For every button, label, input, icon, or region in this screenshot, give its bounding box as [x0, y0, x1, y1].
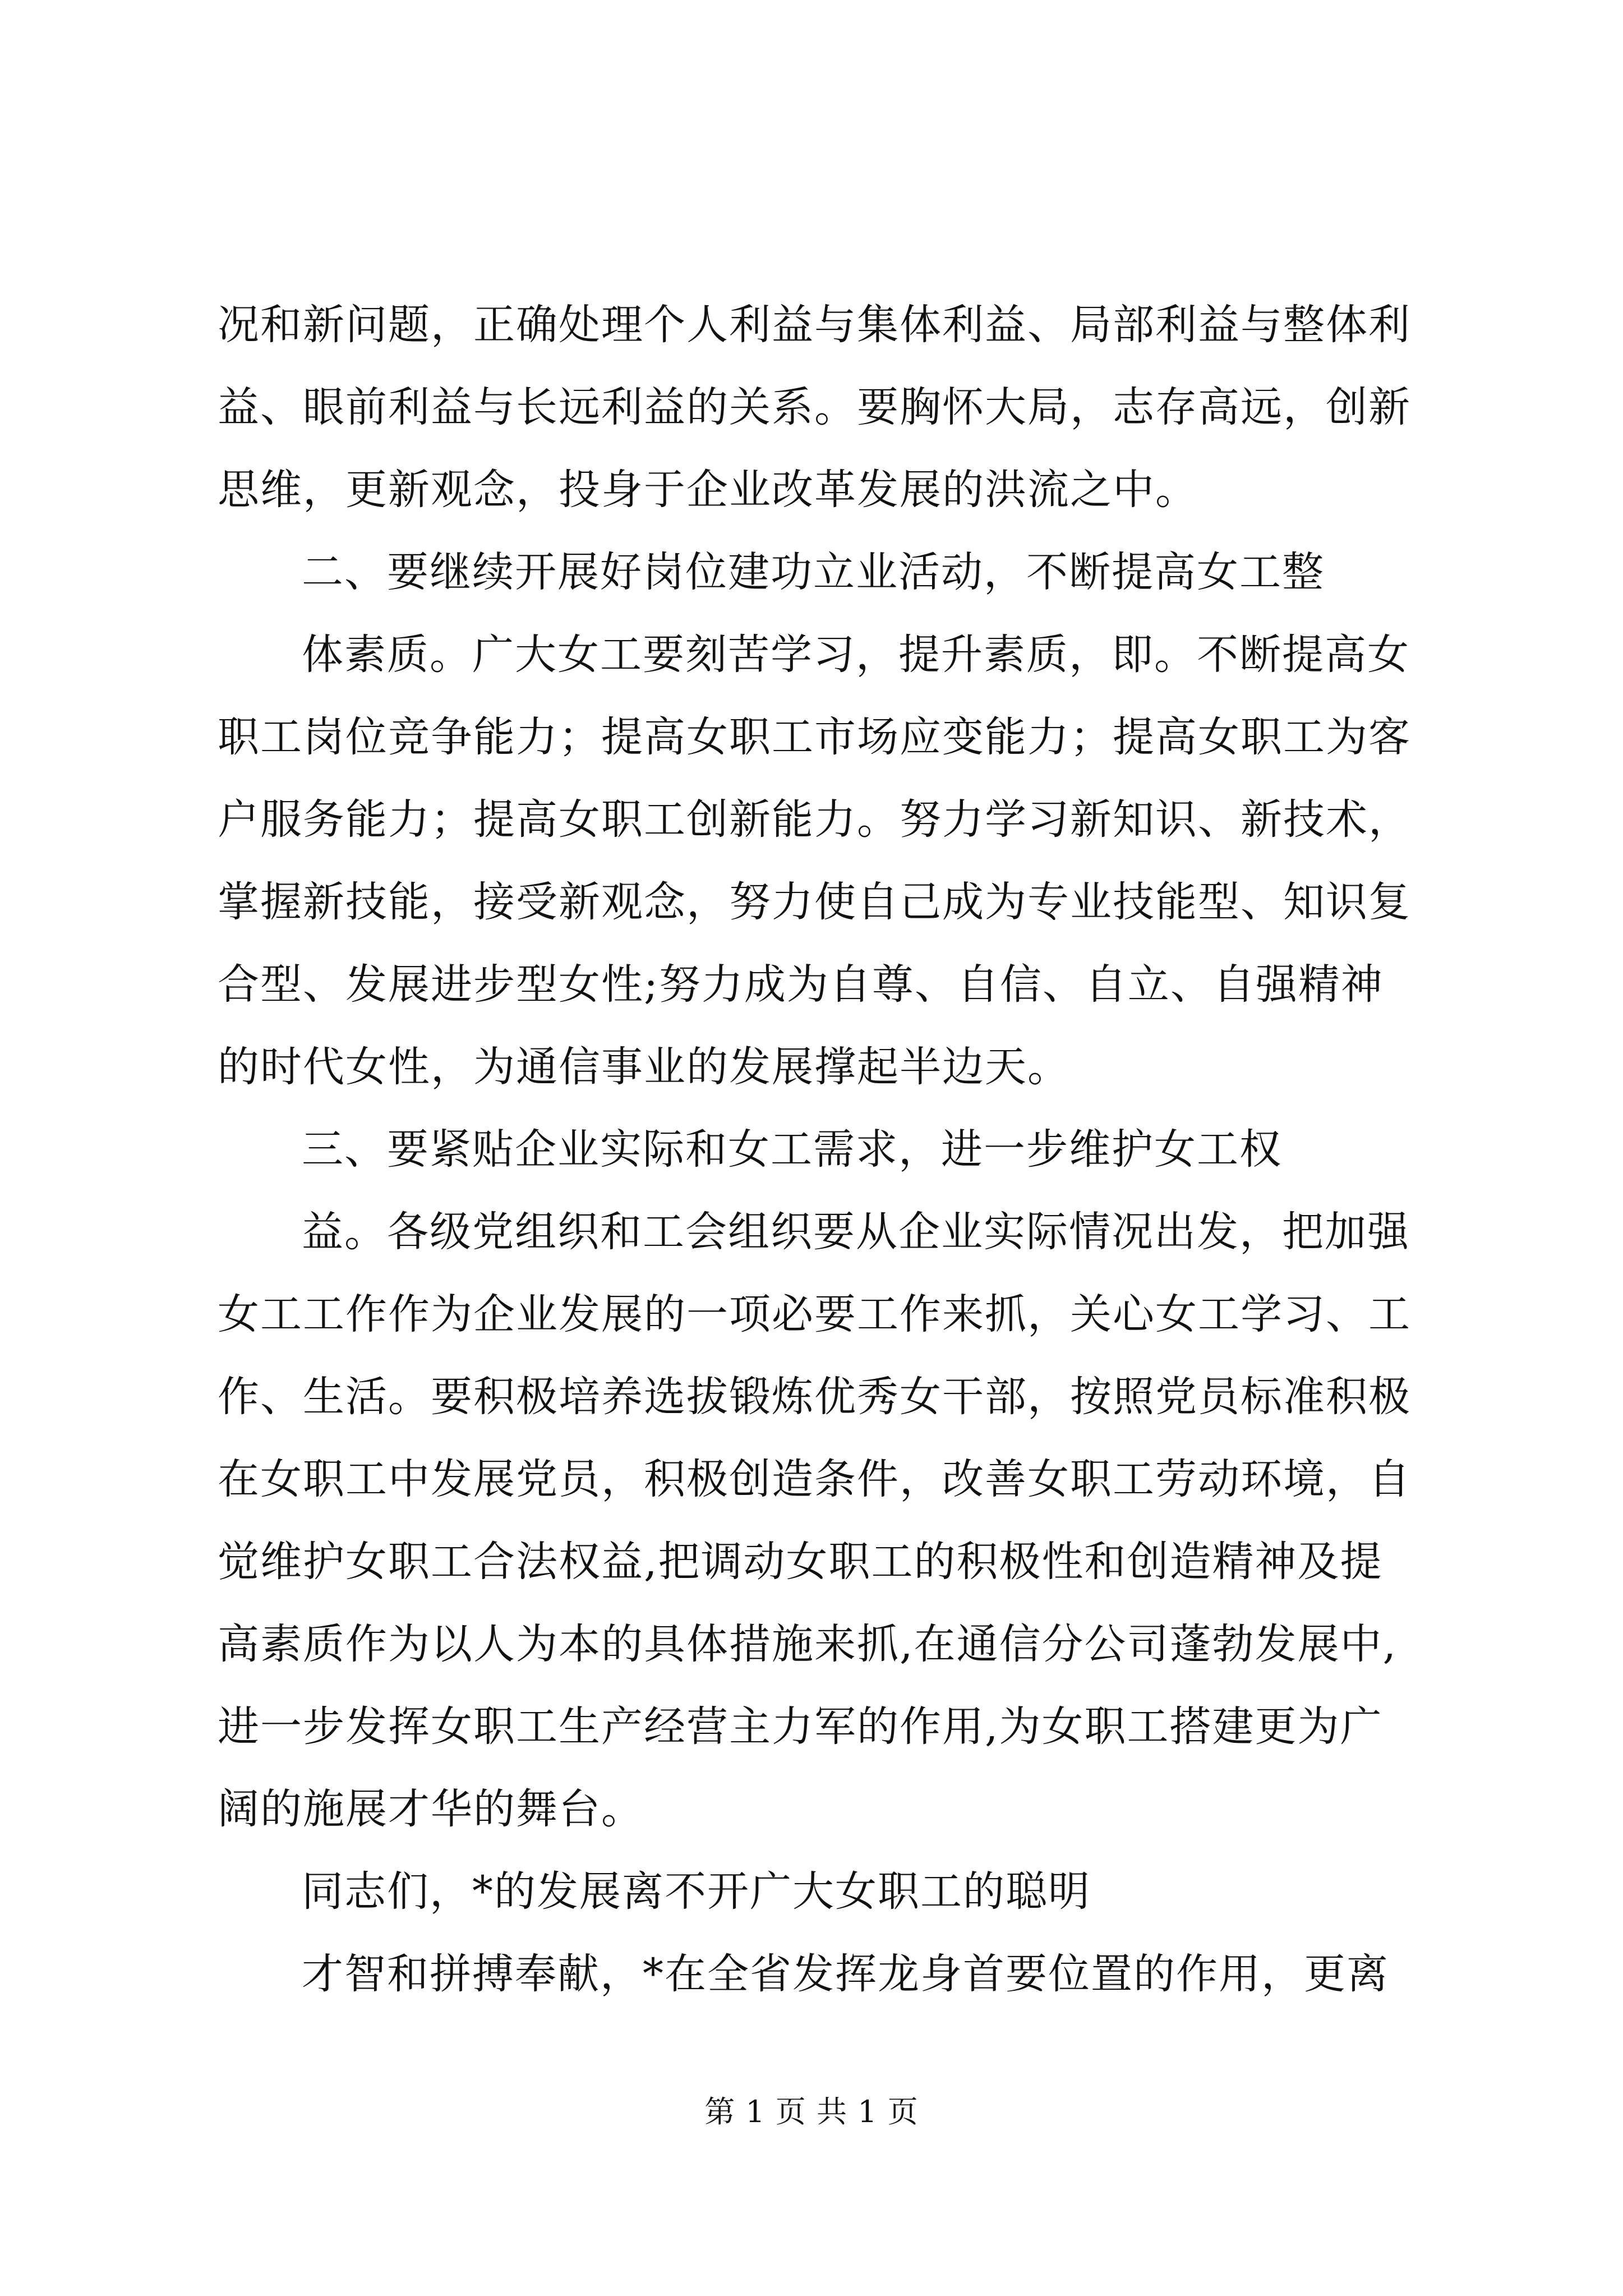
- text-line-9: 合型、发展进步型女性;努力成为自尊、自信、自立、自强精神: [218, 960, 1384, 1009]
- text-line-21: 才智和拼搏奉献，*在全省发挥龙身首要位置的作用，更离: [302, 1950, 1389, 1998]
- text-line-13: 女工工作作为企业发展的一项必要工作来抓，关心女工学习、工: [218, 1290, 1411, 1338]
- text-line-12: 益。各级党组织和工会组织要从企业实际情况出发，把加强: [302, 1208, 1410, 1256]
- text-line-20: 同志们，*的发展离不开广大女职工的聪明: [302, 1867, 1091, 1916]
- page-number-footer: 第 1 页 共 1 页: [704, 2094, 919, 2129]
- text-line-17: 高素质作为以人为本的具体措施来抓,在通信分公司蓬勃发展中,: [218, 1620, 1398, 1668]
- text-line-11: 三、要紧贴企业实际和女工需求，进一步维护女工权: [302, 1125, 1282, 1174]
- text-line-6: 职工岗位竞争能力；提高女职工市场应变能力；提高女职工为客: [218, 713, 1411, 761]
- text-line-10: 的时代女性，为通信事业的发展撑起半边天。: [218, 1043, 1070, 1091]
- text-line-7: 户服务能力；提高女职工创新能力。努力学习新知识、新技术，: [218, 795, 1411, 844]
- text-line-5: 体素质。广大女工要刻苦学习，提升素质，即。不断提高女: [302, 631, 1410, 679]
- text-line-15: 在女职工中发展党员，积极创造条件，改善女职工劳动环境，自: [218, 1455, 1411, 1503]
- text-line-8: 掌握新技能，接受新观念，努力使自己成为专业技能型、知识复: [218, 878, 1411, 926]
- text-line-16: 觉维护女职工合法权益,把调动女职工的积极性和创造精神及提: [218, 1538, 1383, 1586]
- text-line-14: 作、生活。要积极培养选拔锻炼优秀女干部，按照党员标准积极: [218, 1373, 1411, 1421]
- text-line-18: 进一步发挥女职工生产经营主力军的作用,为女职工搭建更为广: [218, 1703, 1383, 1751]
- text-line-2: 益、眼前利益与长远利益的关系。要胸怀大局，志存高远，创新: [218, 383, 1411, 431]
- text-line-4: 二、要继续开展好岗位建功立业活动，不断提高女工整: [302, 548, 1325, 596]
- text-line-1: 况和新问题，正确处理个人利益与集体利益、局部利益与整体利: [218, 301, 1411, 349]
- text-line-3: 思维，更新观念，投身于企业改革发展的洪流之中。: [218, 466, 1198, 514]
- text-line-19: 阔的施展才华的舞台。: [218, 1785, 644, 1833]
